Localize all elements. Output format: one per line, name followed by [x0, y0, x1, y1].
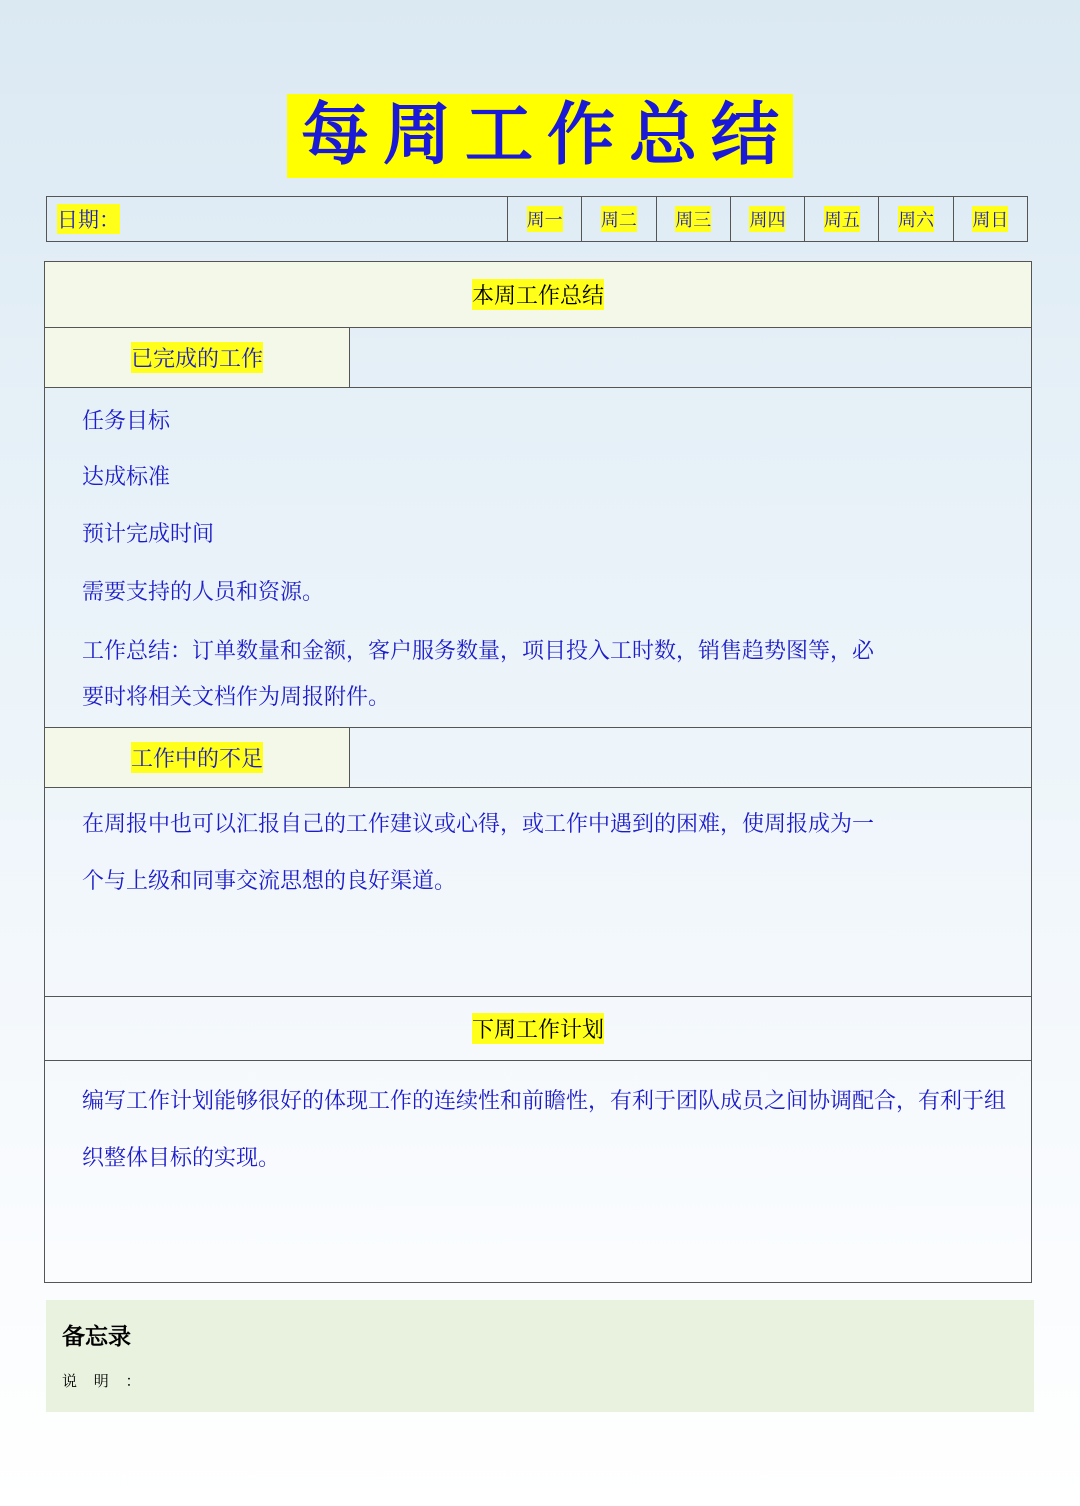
- shortcomings-line: 个与上级和同事交流思想的良好渠道。: [82, 869, 457, 894]
- memo-title: 备忘录: [62, 1324, 131, 1350]
- day-cell-wed[interactable]: [657, 197, 731, 241]
- date-field[interactable]: [47, 197, 508, 241]
- next-week-header-row: [45, 997, 1031, 1061]
- day-label: 周五: [824, 206, 860, 232]
- next-week-header: 下周工作计划: [472, 1013, 604, 1044]
- shortcomings-content[interactable]: [45, 788, 1031, 997]
- completed-blank-cell[interactable]: [350, 328, 1031, 387]
- summary-table: [44, 261, 1032, 1283]
- memo-note[interactable]: 说 明 ：: [62, 1372, 147, 1390]
- day-label: 周三: [675, 206, 711, 232]
- day-label: 周日: [972, 206, 1008, 232]
- completed-label: 已完成的工作: [131, 342, 263, 373]
- day-label: 周一: [527, 206, 563, 232]
- completed-line: 要时将相关文档作为周报附件。: [82, 685, 391, 710]
- shortcomings-label-row: [45, 728, 1031, 788]
- completed-content[interactable]: [45, 388, 1031, 728]
- shortcomings-blank-cell[interactable]: [350, 728, 1031, 787]
- shortcomings-label-cell: [45, 728, 350, 787]
- day-cell-fri[interactable]: [805, 197, 879, 241]
- completed-line: 任务目标: [82, 409, 171, 434]
- day-label: 周六: [898, 206, 934, 232]
- this-week-header: 本周工作总结: [472, 279, 604, 310]
- day-cell-tue[interactable]: [582, 197, 656, 241]
- completed-line: 达成标准: [82, 465, 171, 490]
- day-cell-thu[interactable]: [731, 197, 805, 241]
- day-cell-sat[interactable]: [879, 197, 953, 241]
- page-title: 每周工作总结: [287, 94, 793, 178]
- shortcomings-line: 在周报中也可以汇报自己的工作建议或心得，或工作中遇到的困难，使周报成为一: [82, 812, 875, 837]
- next-week-line: 织整体目标的实现。: [82, 1146, 281, 1171]
- shortcomings-label: 工作中的不足: [131, 742, 263, 773]
- completed-label-row: [45, 328, 1031, 388]
- date-label: 日期：: [57, 204, 120, 234]
- title-wrapper: [0, 94, 1080, 178]
- this-week-header-row: [45, 262, 1031, 328]
- completed-line: 工作总结：订单数量和金额，客户服务数量，项目投入工时数，销售趋势图等，必: [82, 639, 875, 664]
- date-row: [46, 196, 1028, 242]
- next-week-content[interactable]: [45, 1061, 1031, 1282]
- memo-section: [46, 1300, 1034, 1412]
- day-label: 周二: [601, 206, 637, 232]
- day-cell-mon[interactable]: [508, 197, 582, 241]
- completed-line: 预计完成时间: [82, 522, 215, 547]
- day-cell-sun[interactable]: [954, 197, 1027, 241]
- completed-line: 需要支持的人员和资源。: [82, 580, 325, 605]
- day-label: 周四: [749, 206, 785, 232]
- next-week-line: 编写工作计划能够很好的体现工作的连续性和前瞻性，有利于团队成员之间协调配合，有利于组: [82, 1089, 1007, 1114]
- completed-label-cell: [45, 328, 350, 387]
